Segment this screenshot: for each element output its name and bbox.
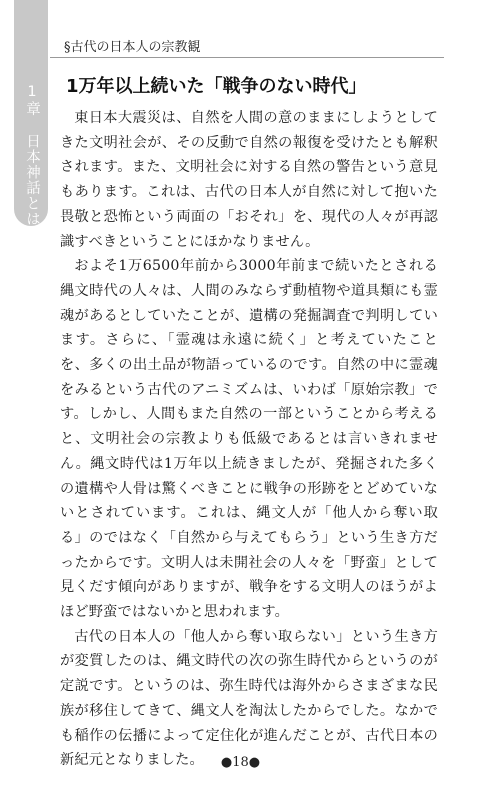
page-number: ●18● xyxy=(220,755,261,770)
running-head: §古代の日本人の宗教観 xyxy=(64,40,201,55)
section-heading: 1万年以上続いた「戦争のない時代」 xyxy=(66,76,367,97)
body-text xyxy=(60,106,438,773)
header-divider xyxy=(50,57,444,58)
paragraph: およそ1万6500年前から3000年前まで続いたとされる縄文時代の人々は、人間のみならず動植物や道具類にも霊魂があるとしていたことが、遺構の発掘調査で判明しています。さらに、「霊魂は永遠に続く」と考えていたことを、多くの出土品が物語っているのです。自然の中に霊魂をみるという古代のアニミズムは、いわば「原始宗教」です。しかし、人間もまた自然の一部ということから考えると、文明社会の宗教よりも低級であるとは言いきれません。縄文時代は1万年以上続きましたが、発掘された多くの遺構や人骨は驚くべきことに戦争の形跡をとどめていないとされています。これは、縄文人が「他人から奪い取る」のではなく「自然から与えてもらう」という生き方だったからです。文明人は未開社会の人々を「野蛮」として見くだす傾向がありますが、戦争をする文明人のほうがよほど野蛮ではないかと思われます。 xyxy=(60,258,438,621)
paragraph: 古代の日本人の「他人から奪い取らない」という生き方が変質したのは、縄文時代の次の弥生時代からというのが定説です。というのは、弥生時代は海外からさまざまな民族が移住してきて、縄文人を淘汰したからでした。なかでも稲作の伝播によって定住化が進んだことが、古代日本の新紀元となりました。 xyxy=(60,628,438,769)
chapter-label: 1章 日本神話とは？ xyxy=(24,84,40,242)
paragraph: 東日本大震災は、自然を人間の意のままにしようとしてきた文明社会が、その反動で自然の報復を受けたとも解釈されます。また、文明社会に対する自然の警告という意見もあります。これは、古代の日本人が自然に対して抱いた畏敬と恐怖という両面の「おそれ」を、現代の人々が再認識すべきということにほかなりません。 xyxy=(60,110,438,250)
